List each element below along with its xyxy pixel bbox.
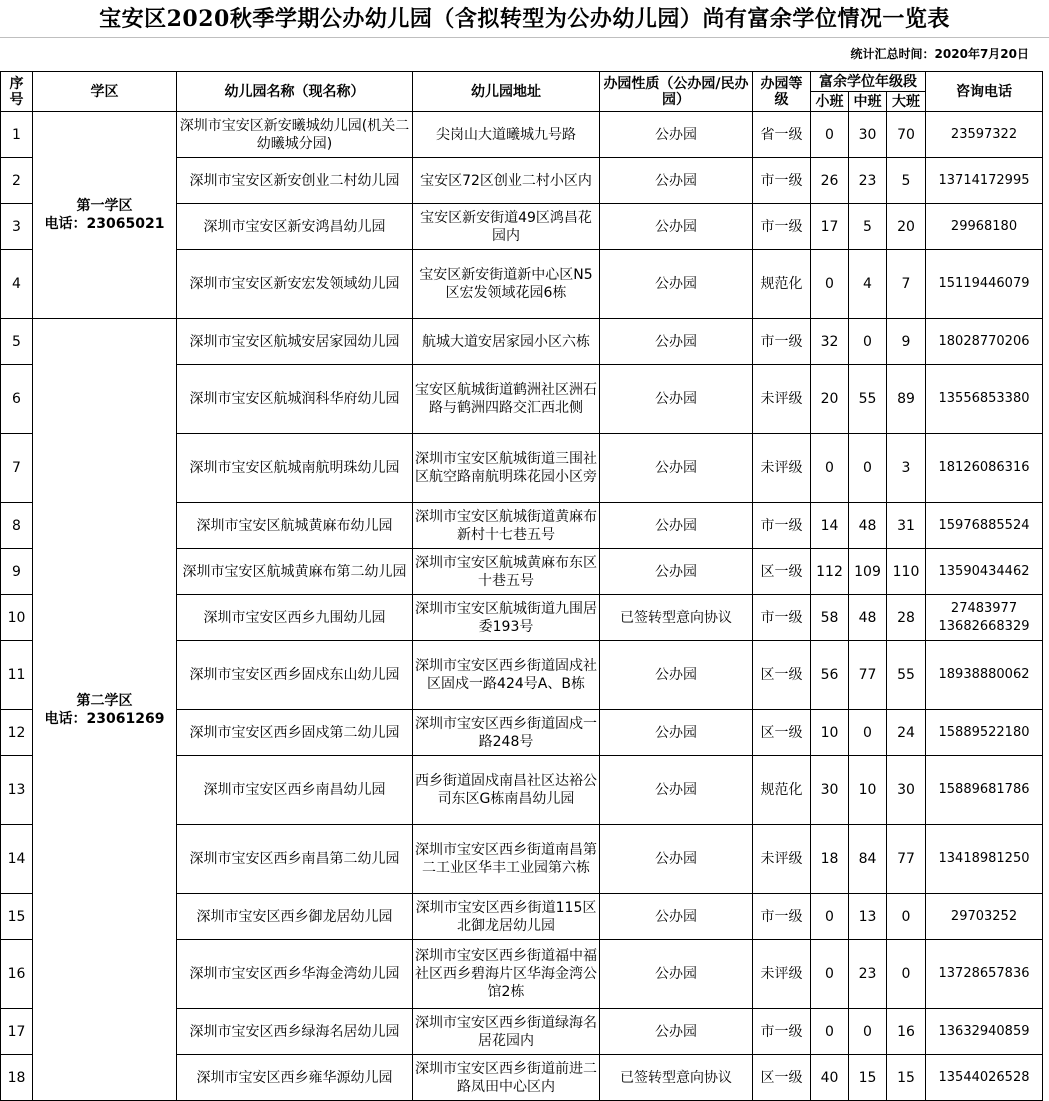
big-class-cell: 16	[887, 1009, 926, 1055]
page-title: 宝安区2020秋季学期公办幼儿园（含拟转型为公办幼儿园）尚有富余学位情况一览表	[99, 6, 950, 32]
level-cell: 未评级	[753, 825, 811, 894]
level-cell: 市一级	[753, 158, 811, 204]
small-class-cell: 0	[811, 112, 849, 158]
middle-class-cell: 84	[849, 825, 887, 894]
nature-cell: 已签转型意向协议	[600, 1055, 753, 1101]
big-class-cell: 30	[887, 756, 926, 825]
kindergarten-name: 深圳市宝安区西乡九围幼儿园	[177, 595, 413, 641]
kindergarten-address: 深圳市宝安区航城街道九围居委193号	[413, 595, 600, 641]
nature-cell: 公办园	[600, 319, 753, 365]
kindergarten-address: 宝安区72区创业二村小区内	[413, 158, 600, 204]
level-cell: 市一级	[753, 595, 811, 641]
middle-class-cell: 0	[849, 710, 887, 756]
level-cell: 区一级	[753, 641, 811, 710]
small-class-cell: 40	[811, 1055, 849, 1101]
middle-class-cell: 0	[849, 1009, 887, 1055]
phone-cell	[926, 641, 1043, 710]
seq-cell: 7	[1, 434, 33, 503]
small-class-cell: 18	[811, 825, 849, 894]
seq-cell: 10	[1, 595, 33, 641]
phone-cell	[926, 158, 1043, 204]
kindergarten-address: 深圳市宝安区航城黄麻布东区十巷五号	[413, 549, 600, 595]
divider	[0, 37, 1049, 38]
level-cell: 市一级	[753, 894, 811, 940]
kindergarten-address: 深圳市宝安区西乡街道福中福社区西乡碧海片区华海金湾公馆2栋	[413, 940, 600, 1009]
seq-cell: 11	[1, 641, 33, 710]
middle-class-cell: 48	[849, 503, 887, 549]
kindergarten-name: 深圳市宝安区新安宏发领域幼儿园	[177, 250, 413, 319]
kindergarten-name: 深圳市宝安区西乡御龙居幼儿园	[177, 894, 413, 940]
header-level: 办园等级	[753, 72, 811, 112]
big-class-cell: 20	[887, 204, 926, 250]
phone-number: 13590434462	[938, 563, 1030, 579]
phone-cell	[926, 365, 1043, 434]
phone-cell	[926, 112, 1043, 158]
kindergarten-table	[0, 71, 1043, 1101]
seq-cell: 18	[1, 1055, 33, 1101]
kindergarten-name: 深圳市宝安区航城润科华府幼儿园	[177, 365, 413, 434]
phone-number: 29703252	[950, 908, 1018, 924]
small-class-cell: 0	[811, 250, 849, 319]
seq-cell: 8	[1, 503, 33, 549]
seq-cell: 1	[1, 112, 33, 158]
phone-number: 13544026528	[938, 1069, 1030, 1085]
phone-cell	[926, 319, 1043, 365]
middle-class-cell: 13	[849, 894, 887, 940]
table-row	[1, 112, 1043, 158]
nature-cell: 公办园	[600, 894, 753, 940]
nature-cell: 公办园	[600, 158, 753, 204]
middle-class-cell: 77	[849, 641, 887, 710]
phone-number: 13728657836	[938, 966, 1030, 981]
district-cell	[33, 319, 177, 1101]
phone-number: 15976885524	[938, 517, 1030, 533]
phone-cell	[926, 894, 1043, 940]
level-cell: 规范化	[753, 756, 811, 825]
phone-number: 15889681786	[938, 782, 1030, 797]
nature-cell: 公办园	[600, 940, 753, 1009]
nature-cell: 公办园	[600, 710, 753, 756]
phone-cell	[926, 710, 1043, 756]
small-class-cell: 20	[811, 365, 849, 434]
phone-cell	[926, 825, 1043, 894]
phone-number: 13682668329	[938, 618, 1030, 634]
phone-cell	[926, 756, 1043, 825]
seq-cell: 3	[1, 204, 33, 250]
kindergarten-name: 深圳市宝安区西乡华海金湾幼儿园	[177, 940, 413, 1009]
small-class-cell: 56	[811, 641, 849, 710]
phone-number: 27483977	[950, 600, 1018, 616]
stat-date: 2020年7月20日	[934, 47, 1029, 61]
big-class-cell: 77	[887, 825, 926, 894]
small-class-cell: 32	[811, 319, 849, 365]
header-district: 学区	[33, 72, 177, 112]
header-seq: 序号	[1, 72, 33, 112]
level-cell: 规范化	[753, 250, 811, 319]
phone-number: 13418981250	[938, 851, 1030, 866]
small-class-cell: 10	[811, 710, 849, 756]
phone-number: 13632940859	[938, 1023, 1030, 1039]
big-class-cell: 9	[887, 319, 926, 365]
middle-class-cell: 0	[849, 434, 887, 503]
phone-number: 15119446079	[938, 276, 1030, 291]
header-surplus: 富余学位年级段	[811, 72, 926, 92]
small-class-cell: 0	[811, 940, 849, 1009]
phone-cell	[926, 204, 1043, 250]
middle-class-cell: 23	[849, 940, 887, 1009]
table-body	[1, 112, 1043, 1101]
big-class-cell: 0	[887, 894, 926, 940]
seq-cell: 17	[1, 1009, 33, 1055]
phone-number: 18126086316	[938, 460, 1030, 475]
phone-cell	[926, 940, 1043, 1009]
kindergarten-name: 深圳市宝安区新安创业二村幼儿园	[177, 158, 413, 204]
header-middle: 中班	[849, 92, 887, 112]
district-cell	[33, 112, 177, 319]
phone-cell	[926, 250, 1043, 319]
nature-cell: 公办园	[600, 250, 753, 319]
kindergarten-name: 深圳市宝安区西乡固戍第二幼儿园	[177, 710, 413, 756]
level-cell: 未评级	[753, 434, 811, 503]
small-class-cell: 0	[811, 434, 849, 503]
seq-cell: 13	[1, 756, 33, 825]
phone-number: 15889522180	[938, 724, 1030, 740]
kindergarten-address: 宝安区新安街道49区鸿昌花园内	[413, 204, 600, 250]
phone-number: 13556853380	[938, 391, 1030, 406]
header-nature: 办园性质（公办园/民办园）	[600, 72, 753, 112]
nature-cell: 公办园	[600, 112, 753, 158]
big-class-cell: 0	[887, 940, 926, 1009]
small-class-cell: 26	[811, 158, 849, 204]
small-class-cell: 30	[811, 756, 849, 825]
header-address: 幼儿园地址	[413, 72, 600, 112]
nature-cell: 公办园	[600, 365, 753, 434]
seq-cell: 16	[1, 940, 33, 1009]
big-class-cell: 110	[887, 549, 926, 595]
kindergarten-name: 深圳市宝安区西乡南昌第二幼儿园	[177, 825, 413, 894]
big-class-cell: 5	[887, 158, 926, 204]
seq-cell: 9	[1, 549, 33, 595]
phone-cell	[926, 434, 1043, 503]
nature-cell: 公办园	[600, 549, 753, 595]
stat-time	[851, 44, 1029, 64]
middle-class-cell: 4	[849, 250, 887, 319]
phone-number: 29968180	[950, 218, 1018, 234]
nature-cell: 公办园	[600, 204, 753, 250]
small-class-cell: 58	[811, 595, 849, 641]
phone-number: 18938880062	[938, 667, 1030, 682]
level-cell: 市一级	[753, 204, 811, 250]
level-cell: 未评级	[753, 365, 811, 434]
phone-number: 13714172995	[938, 172, 1030, 188]
level-cell: 市一级	[753, 1009, 811, 1055]
kindergarten-address: 航城大道安居家园小区六栋	[413, 319, 600, 365]
middle-class-cell: 5	[849, 204, 887, 250]
nature-cell: 已签转型意向协议	[600, 595, 753, 641]
kindergarten-address: 深圳市宝安区西乡街道绿海名居花园内	[413, 1009, 600, 1055]
nature-cell: 公办园	[600, 825, 753, 894]
middle-class-cell: 30	[849, 112, 887, 158]
small-class-cell: 112	[811, 549, 849, 595]
kindergarten-address: 深圳市宝安区西乡街道固戍一路248号	[413, 710, 600, 756]
kindergarten-address: 深圳市宝安区航城街道黄麻布新村十七巷五号	[413, 503, 600, 549]
kindergarten-address: 西乡街道固戍南昌社区达裕公司东区G栋南昌幼儿园	[413, 756, 600, 825]
big-class-cell: 31	[887, 503, 926, 549]
level-cell: 区一级	[753, 710, 811, 756]
kindergarten-name: 深圳市宝安区新安曦城幼儿园(机关二幼曦城分园)	[177, 112, 413, 158]
big-class-cell: 24	[887, 710, 926, 756]
kindergarten-address: 深圳市宝安区西乡街道固戍社区固戍一路424号A、B栋	[413, 641, 600, 710]
kindergarten-address: 深圳市宝安区航城街道三围社区航空路南航明珠花园小区旁	[413, 434, 600, 503]
phone-cell	[926, 1009, 1043, 1055]
level-cell: 未评级	[753, 940, 811, 1009]
kindergarten-address: 深圳市宝安区西乡街道前进二路凤田中心区内	[413, 1055, 600, 1101]
stat-label: 统计汇总时间：	[850, 47, 935, 61]
seq-cell: 2	[1, 158, 33, 204]
big-class-cell: 3	[887, 434, 926, 503]
kindergarten-name: 深圳市宝安区西乡雍华源幼儿园	[177, 1055, 413, 1101]
level-cell: 区一级	[753, 549, 811, 595]
phone-cell	[926, 595, 1043, 641]
kindergarten-name: 深圳市宝安区航城南航明珠幼儿园	[177, 434, 413, 503]
kindergarten-address: 宝安区航城街道鹤洲社区洲石路与鹤洲四路交汇西北侧	[413, 365, 600, 434]
big-class-cell: 7	[887, 250, 926, 319]
district-name: 第二学区	[76, 692, 133, 709]
kindergarten-address: 尖岗山大道曦城九号路	[413, 112, 600, 158]
phone-cell	[926, 549, 1043, 595]
seq-cell: 12	[1, 710, 33, 756]
nature-cell: 公办园	[600, 641, 753, 710]
big-class-cell: 89	[887, 365, 926, 434]
middle-class-cell: 23	[849, 158, 887, 204]
header-small: 小班	[811, 92, 849, 112]
middle-class-cell: 48	[849, 595, 887, 641]
kindergarten-name: 深圳市宝安区西乡固戍东山幼儿园	[177, 641, 413, 710]
phone-number: 18028770206	[938, 333, 1030, 349]
big-class-cell: 28	[887, 595, 926, 641]
middle-class-cell: 109	[849, 549, 887, 595]
kindergarten-name: 深圳市宝安区航城安居家园幼儿园	[177, 319, 413, 365]
kindergarten-name: 深圳市宝安区航城黄麻布第二幼儿园	[177, 549, 413, 595]
middle-class-cell: 0	[849, 319, 887, 365]
phone-cell	[926, 1055, 1043, 1101]
phone-number: 23597322	[950, 126, 1018, 142]
nature-cell: 公办园	[600, 756, 753, 825]
level-cell: 市一级	[753, 319, 811, 365]
table-row	[1, 319, 1043, 365]
small-class-cell: 14	[811, 503, 849, 549]
seq-cell: 14	[1, 825, 33, 894]
seq-cell: 4	[1, 250, 33, 319]
header-big: 大班	[887, 92, 926, 112]
seq-cell: 6	[1, 365, 33, 434]
level-cell: 省一级	[753, 112, 811, 158]
header-phone: 咨询电话	[926, 72, 1043, 112]
small-class-cell: 0	[811, 894, 849, 940]
kindergarten-name: 深圳市宝安区新安鸿昌幼儿园	[177, 204, 413, 250]
kindergarten-address: 深圳市宝安区西乡街道南昌第二工业区华丰工业园第六栋	[413, 825, 600, 894]
nature-cell: 公办园	[600, 1009, 753, 1055]
kindergarten-name: 深圳市宝安区西乡绿海名居幼儿园	[177, 1009, 413, 1055]
header-name: 幼儿园名称（现名称）	[177, 72, 413, 112]
kindergarten-address: 深圳市宝安区西乡街道115区北御龙居幼儿园	[413, 894, 600, 940]
small-class-cell: 17	[811, 204, 849, 250]
middle-class-cell: 15	[849, 1055, 887, 1101]
kindergarten-address: 宝安区新安街道新中心区N5区宏发领域花园6栋	[413, 250, 600, 319]
nature-cell: 公办园	[600, 503, 753, 549]
seq-cell: 5	[1, 319, 33, 365]
level-cell: 区一级	[753, 1055, 811, 1101]
district-name: 第一学区	[76, 198, 133, 214]
big-class-cell: 70	[887, 112, 926, 158]
nature-cell: 公办园	[600, 434, 753, 503]
district-phone: 电话：23061269	[44, 710, 165, 727]
middle-class-cell: 10	[849, 756, 887, 825]
kindergarten-name: 深圳市宝安区西乡南昌幼儿园	[177, 756, 413, 825]
big-class-cell: 15	[887, 1055, 926, 1101]
district-phone: 电话：23065021	[44, 216, 165, 232]
middle-class-cell: 55	[849, 365, 887, 434]
kindergarten-name: 深圳市宝安区航城黄麻布幼儿园	[177, 503, 413, 549]
level-cell: 市一级	[753, 503, 811, 549]
phone-cell	[926, 503, 1043, 549]
seq-cell: 15	[1, 894, 33, 940]
small-class-cell: 0	[811, 1009, 849, 1055]
big-class-cell: 55	[887, 641, 926, 710]
